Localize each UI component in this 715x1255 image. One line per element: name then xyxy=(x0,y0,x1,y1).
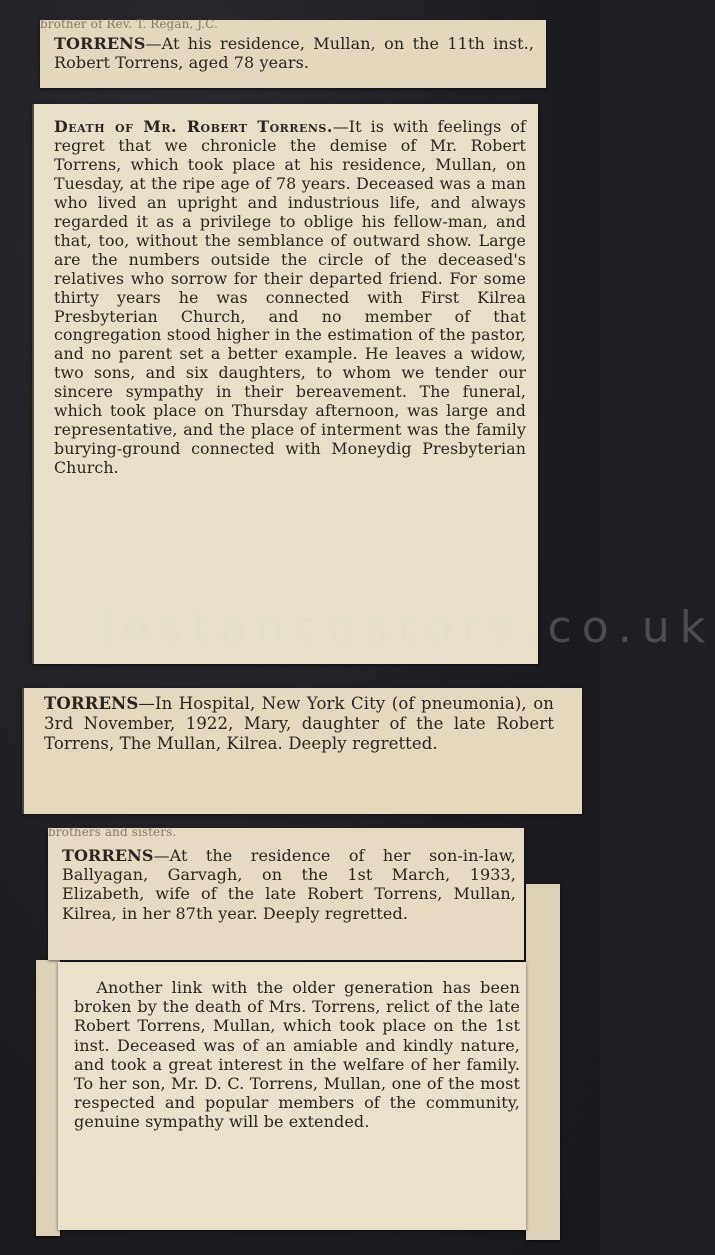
notice-text: —At the residence of her son-in-law, Ballyagan, Garvagh, on the 1st March, 1933, Elizabeth, wife of the late Robert Torrens, Mullan, Kilrea, in her 87th year. Deeply regretted. xyxy=(62,846,516,923)
clipping-death-notice-robert xyxy=(40,17,546,88)
torn-header-text: brothers and sisters. xyxy=(48,825,177,839)
notice-text: —In Hospital, New York City (of pneumonia), on 3rd November, 1922, Mary, daughter of the late Robert Torrens, The Mullan, Kilrea. Deeply regretted. xyxy=(44,694,554,753)
notice-surname: TORRENS xyxy=(44,694,139,713)
obituary-heading: Death of Mr. Robert Torrens. xyxy=(54,117,333,136)
obituary-text: Another link with the older generation has been broken by the death of Mrs. Torrens, relict of the late Robert Torrens, Mullan, which took place on the 1st inst. Deceased was of an amiable and kindly nature, and took a great interest in the welfare of her family. To her son, Mr. D. C. Torrens, Mullan, one of the most respected and popular members of the community, genuine sympathy will be extended. xyxy=(74,978,520,1132)
obituary-text: —It is with feelings of regret that we chronicle the demise of Mr. Robert Torrens, which took place at his residence, Mullan, on Tuesday, at the ripe age of 78 years. Deceased was a man who lived an upright and industrious life, and always regarded it as a privilege to oblige his fellow-man, and that, too, without the semblance of outward show. Large are the numbers outside the circle of the deceased's relatives who sorrow for their departed friend. For some thirty years he was connected with First Kilrea Presbyterian Church, and no member of that congregation stood higher in the estimation of the pastor, and no parent set a better example. He leaves a widow, two sons, and six daughters, to whom we tender our sincere sympathy in their bereavement. The funeral, which took place on Thursday afternoon, was large and representative, and the place of interment was the family burying-ground connected with Moneydig Presbyterian Church. xyxy=(54,117,526,478)
clipping-obituary-robert xyxy=(32,104,538,664)
notice-text: —At his residence, Mullan, on the 11th inst., Robert Torrens, aged 78 years. xyxy=(54,34,534,73)
site-watermark: lostancestors.co.uk xyxy=(100,602,715,653)
paper-strip-left xyxy=(36,960,60,1236)
notice-surname: TORRENS xyxy=(62,846,154,865)
clipping-body xyxy=(54,118,526,478)
clipping-death-notice-elizabeth xyxy=(48,825,524,960)
notice-surname: TORRENS xyxy=(54,34,146,53)
clipping-death-notice-mary xyxy=(22,688,582,814)
clipping-body xyxy=(62,846,516,923)
torn-header-text: brother of Rev. T. Regan, J.C. xyxy=(40,17,218,31)
paper-strip-right xyxy=(526,884,560,1240)
clipping-body xyxy=(44,694,554,753)
clipping-body xyxy=(54,34,534,72)
clipping-obituary-elizabeth xyxy=(58,962,526,1230)
